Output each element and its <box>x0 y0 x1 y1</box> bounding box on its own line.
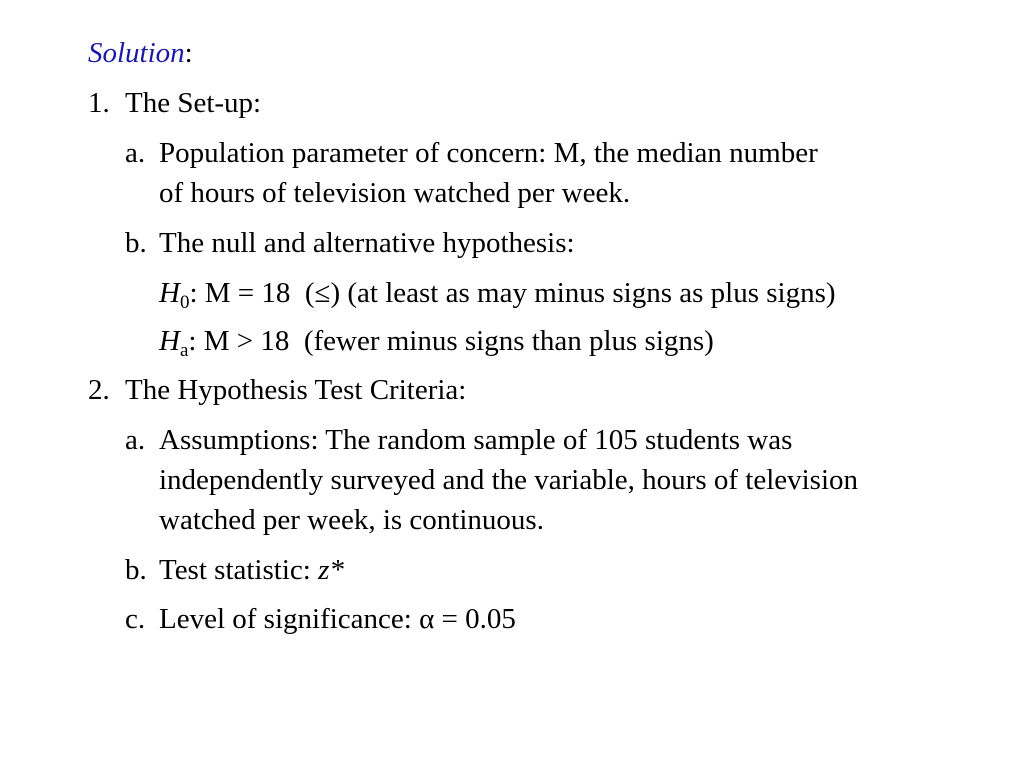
section-1-title: The Set-up: <box>125 87 262 119</box>
alternative-hypothesis-subscript: a <box>179 340 189 361</box>
section-2-item-a-line-1: Assumptions: The random sample of 105 students was <box>159 424 793 456</box>
solution-label: Solution <box>88 37 185 69</box>
section-1-item-a-line-2: of hours of television watched per week. <box>159 177 631 209</box>
section-2-item-b-text <box>159 551 344 589</box>
solution-heading <box>88 34 193 72</box>
section-1-item-a-marker: a. <box>125 137 146 169</box>
section-2-item-c-marker: c. <box>125 603 146 635</box>
section-2-item-a-line-2: independently surveyed and the variable, hours of television <box>159 464 859 496</box>
section-1-number: 1. <box>88 87 110 119</box>
null-hypothesis-subscript: 0 <box>179 292 190 313</box>
section-2-item-a-marker: a. <box>125 424 146 456</box>
test-statistic-label: Test statistic: <box>159 554 319 586</box>
section-1-item-a-line-1: Population parameter of concern: M, the median number <box>159 137 818 169</box>
section-2-number: 2. <box>88 374 110 406</box>
test-statistic-symbol: z* <box>318 554 344 586</box>
section-1-item-b-text: The null and alternative hypothesis: <box>159 227 575 259</box>
section-2-item-b-marker: b. <box>125 554 147 586</box>
alternative-hypothesis <box>159 322 714 360</box>
null-hypothesis-text: : M = 18 (≤) (at least as may minus signs as plus signs) <box>189 277 836 309</box>
section-2-title: The Hypothesis Test Criteria: <box>125 374 467 406</box>
null-hypothesis-symbol: H <box>159 277 180 309</box>
section-2-item-a-line-3: watched per week, is continuous. <box>159 504 544 536</box>
section-2-item-c-text: Level of significance: α = 0.05 <box>159 603 516 635</box>
alternative-hypothesis-text: : M > 18 (fewer minus signs than plus signs) <box>188 325 714 357</box>
solution-colon: : <box>184 37 193 69</box>
alternative-hypothesis-symbol: H <box>159 325 180 357</box>
null-hypothesis <box>159 274 836 312</box>
section-1-item-b-marker: b. <box>125 227 147 259</box>
